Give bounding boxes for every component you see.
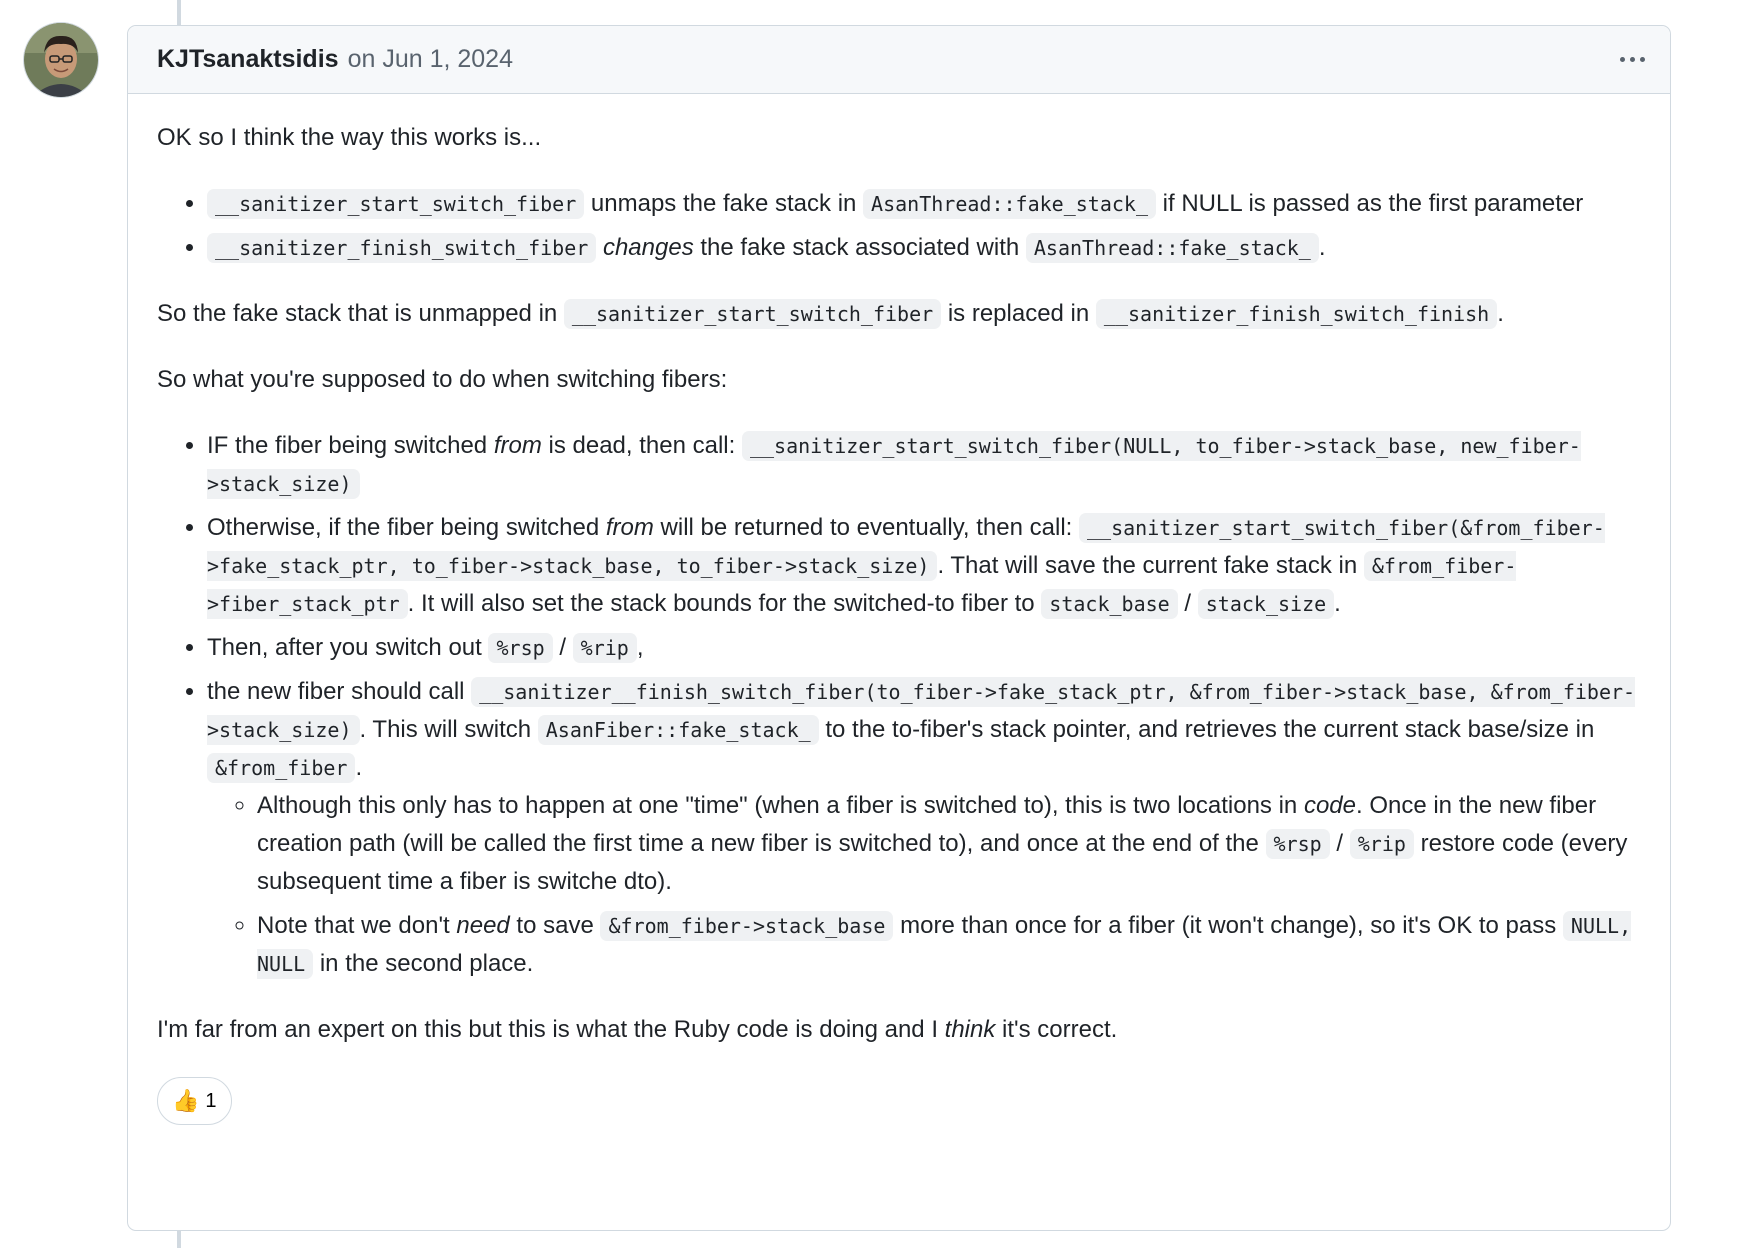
comment-card — [127, 25, 1671, 1231]
list-item: • Otherwise, if the fiber being switched from will be returned to eventually, then call: __sanitizer_start_switch_fiber(&from_fiber->fake_stack_ptr, to_fiber->stack_base, to_fiber->stack_size) . That will save the current fake stack in &from_fiber->fiber_stack_ptr . It will also set the stack bounds for the switched-to fiber to stack_base / stack_size . — [207, 509, 1642, 623]
user-photo-icon — [24, 23, 98, 97]
comment-body — [128, 94, 1670, 1125]
list-item: ◦ Note that we don't need to save &from_fiber->stack_base more than once for a fiber (it won't change), so it's OK to pass NULL, NULL in the second place. — [257, 907, 1642, 983]
kebab-horizontal-icon[interactable] — [1612, 42, 1652, 76]
list-item: • Then, after you switch out %rsp / %rip , — [207, 629, 1642, 667]
comment-timestamp[interactable]: on Jun 1, 2024 — [347, 45, 513, 73]
intro-paragraph: OK so I think the way this works is... — [157, 124, 542, 151]
thumbs-up-icon: 👍 — [172, 1088, 200, 1113]
list-item: • the new fiber should call __sanitizer__finish_switch_fiber(to_fiber->fake_stack_ptr, &from_fiber->stack_base, &from_fiber->stack_size) . This will switch AsanFiber::fake_stack_ to the to-fiber's stack pointer, and retrieves the current stack base/size in &from_fiber . ◦ Although this only has to happen at one "time" (when a fiber is switched to), this is two locations in code. Once in the new fiber creation path (will be called the first time a new fiber is switched to), and once at the end of the %rsp / %rip restore code (every subsequent time a fiber is switche dto). ◦ Note that we don't need to save &from_fiber->stack_base more than once for a fiber (it won't change), so it's OK to pass NULL, NULL in the second place. — [207, 673, 1642, 983]
list-item: • IF the fiber being switched from is dead, then call: __sanitizer_start_switch_fiber(NULL, to_fiber->stack_base, new_fiber->stack_size) — [207, 427, 1642, 503]
thumbs-up-reaction-button[interactable] — [157, 1077, 232, 1125]
fiber-api-list — [157, 185, 1642, 267]
steps-intro-paragraph: So what you're supposed to do when switching fibers: — [157, 366, 728, 393]
list-item: • __sanitizer_start_switch_fiber unmaps the fake stack in AsanThread::fake_stack_ if NULL is passed as the first parameter — [207, 185, 1642, 223]
avatar[interactable] — [24, 23, 98, 97]
comment-header — [128, 26, 1670, 94]
nested-notes-list — [207, 787, 1642, 983]
comment-author-link[interactable]: KJTsanaktsidis — [157, 45, 339, 73]
steps-list — [157, 427, 1642, 983]
reaction-count: 1 — [205, 1089, 217, 1112]
closing-paragraph: I'm far from an expert on this but this is what the Ruby code is doing and I think it's correct. — [157, 1016, 1118, 1043]
reactions-bar — [157, 1077, 1642, 1125]
list-item: ◦ Although this only has to happen at one "time" (when a fiber is switched to), this is two locations in code. Once in the new fiber creation path (will be called the first time a new fiber is switched to), and once at the end of the %rsp / %rip restore code (every subsequent time a fiber is switche dto). — [257, 787, 1642, 901]
list-item: • __sanitizer_finish_switch_fiber changes the fake stack associated with AsanThread::fake_stack_ . — [207, 229, 1642, 267]
summary-paragraph: So the fake stack that is unmapped in __sanitizer_start_switch_fiber is replaced in __sanitizer_finish_switch_finish . — [157, 300, 1504, 327]
